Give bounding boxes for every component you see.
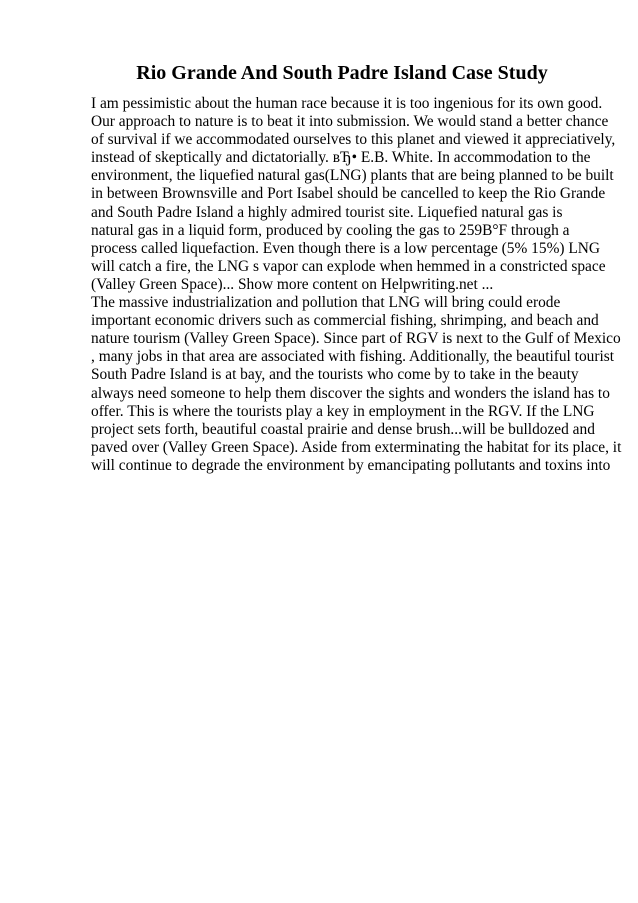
body-line: , many jobs in that area are associated with fishing. Additionally, the beautiful tourist <box>91 348 615 366</box>
body-line: nature tourism (Valley Green Space). Since part of RGV is next to the Gulf of Mexico <box>91 330 621 348</box>
body-line: will continue to degrade the environment by emancipating pollutants and toxins into <box>91 456 611 474</box>
document-body <box>91 95 622 475</box>
body-line: offer. This is where the tourists play a key in employment in the RGV. If the LNG <box>91 402 595 420</box>
body-line: and South Padre Island a highly admired tourist site. Liquefied natural gas is <box>91 203 563 221</box>
body-line: South Padre Island is at bay, and the tourists who come by to take in the beauty <box>91 366 579 384</box>
body-line: paved over (Valley Green Space). Aside from exterminating the habitat for its place, it <box>91 438 622 456</box>
document-title: Rio Grande And South Padre Island Case Study <box>136 62 548 84</box>
body-line: instead of skeptically and dictatorially. вЂ• E.B. White. In accommodation to the <box>91 149 591 167</box>
body-line: environment, the liquefied natural gas(LNG) plants that are being planned to be built <box>91 167 614 185</box>
body-line: important economic drivers such as commercial fishing, shrimping, and beach and <box>91 312 599 330</box>
body-line: always need someone to help them discover the sights and wonders the island has to <box>91 384 610 402</box>
body-line: project sets forth, beautiful coastal prairie and dense brush...will be bulldozed and <box>91 420 595 438</box>
body-line: will catch a fire, the LNG s vapor can explode when hemmed in a constricted space <box>91 257 606 275</box>
body-line: I am pessimistic about the human race because it is too ingenious for its own good. <box>91 95 603 112</box>
body-line: natural gas in a liquid form, produced by cooling the gas to 259В°F through a <box>91 221 570 239</box>
body-line: of survival if we accommodated ourselves to this planet and viewed it appreciatively, <box>91 131 616 149</box>
body-line: The massive industrialization and pollution that LNG will bring could erode <box>91 294 561 312</box>
body-line: Our approach to nature is to beat it into submission. We would stand a better chance <box>91 113 609 131</box>
body-line: in between Brownsville and Port Isabel should be cancelled to keep the Rio Grande <box>91 185 606 203</box>
body-line: process called liquefaction. Even though there is a low percentage (5% 15%) LNG <box>91 239 600 257</box>
body-line: (Valley Green Space)... Show more content on Helpwriting.net ... <box>91 275 494 293</box>
